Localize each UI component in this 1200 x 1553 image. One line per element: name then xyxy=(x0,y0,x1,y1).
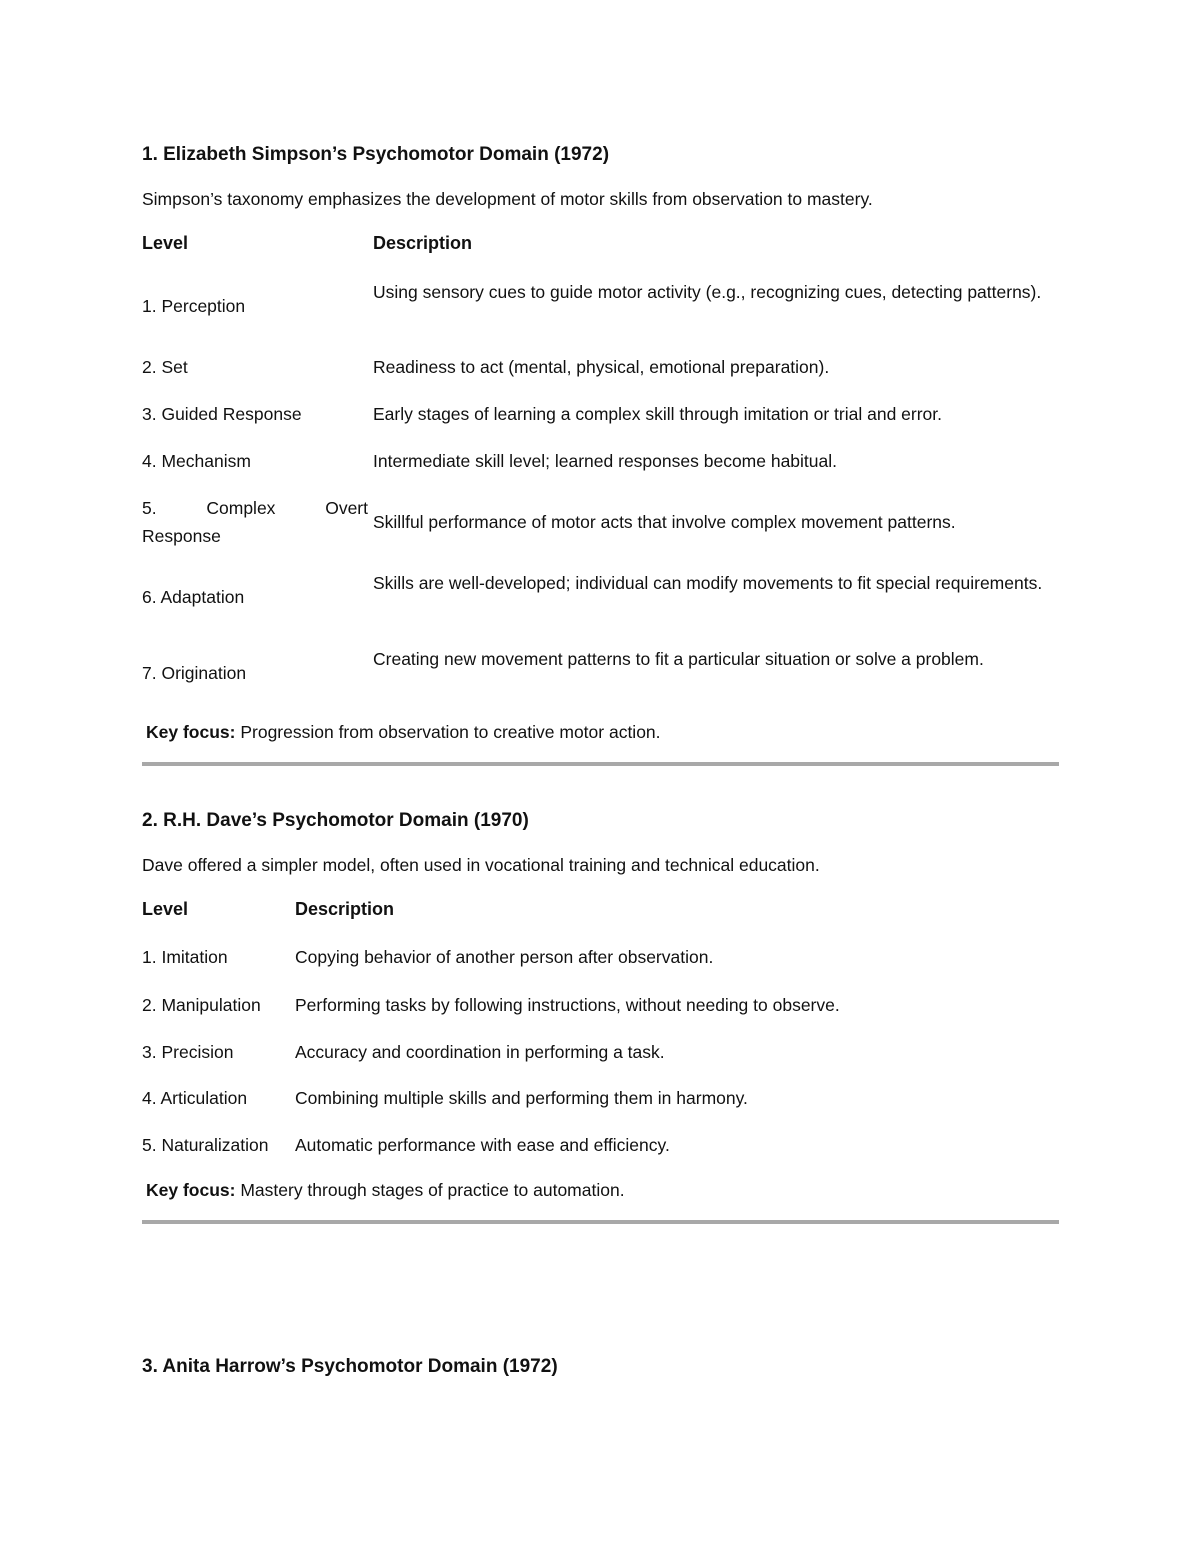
section1-key-focus xyxy=(146,722,661,743)
section2-col-level: Level xyxy=(142,899,189,919)
section1-row5-level-part: 5. xyxy=(142,498,157,518)
section1-row5-level xyxy=(142,494,368,550)
section2-intro: Dave offered a simpler model, often used in vocational training and technical education. xyxy=(142,855,820,875)
section1-col-description: Description xyxy=(373,233,473,253)
section1-heading: 1. Elizabeth Simpson’s Psychomotor Domain (1972) xyxy=(142,144,610,165)
section1-key-focus-text: Progression from observation to creative motor action. xyxy=(235,722,661,742)
section1-row3-description: Early stages of learning a complex skill through imitation or trial and error. xyxy=(373,404,943,424)
section1-row5-level-part: Overt xyxy=(325,498,368,518)
section1-row7-description: Creating new movement patterns to fit a particular situation or solve a problem. xyxy=(373,649,984,669)
section2-row3-level: 3. Precision xyxy=(142,1042,234,1062)
section2-row3-description: Accuracy and coordination in performing a task. xyxy=(295,1042,665,1062)
section2-row1-description: Copying behavior of another person after observation. xyxy=(295,947,714,967)
section2-col-description: Description xyxy=(295,899,395,919)
section-divider xyxy=(142,1220,1059,1224)
section2-row4-description: Combining multiple skills and performing them in harmony. xyxy=(295,1088,748,1108)
section2-row5-description: Automatic performance with ease and efficiency. xyxy=(295,1135,670,1155)
section1-col-level: Level xyxy=(142,233,189,253)
section2-key-focus-text: Mastery through stages of practice to automation. xyxy=(235,1180,625,1200)
section2-row4-level: 4. Articulation xyxy=(142,1088,248,1108)
section1-row6-level: 6. Adaptation xyxy=(142,587,245,607)
section1-row1-description: Using sensory cues to guide motor activity (e.g., recognizing cues, detecting patterns). xyxy=(373,282,1042,302)
section1-row7-level: 7. Origination xyxy=(142,663,247,683)
section1-row6-description: Skills are well-developed; individual can modify movements to fit special requirements. xyxy=(373,573,1043,593)
section2-row1-level: 1. Imitation xyxy=(142,947,228,967)
section1-row4-level: 4. Mechanism xyxy=(142,451,251,471)
section2-row2-level: 2. Manipulation xyxy=(142,995,261,1015)
section1-row2-level: 2. Set xyxy=(142,357,188,377)
section1-intro: Simpson’s taxonomy emphasizes the development of motor skills from observation to mastery. xyxy=(142,189,873,209)
section2-row2-description: Performing tasks by following instructions, without needing to observe. xyxy=(295,995,840,1015)
section3-heading: 3. Anita Harrow’s Psychomotor Domain (1972) xyxy=(142,1356,558,1377)
section1-row2-description: Readiness to act (mental, physical, emotional preparation). xyxy=(373,357,830,377)
section1-row5-description: Skillful performance of motor acts that involve complex movement patterns. xyxy=(373,512,956,532)
section1-row4-description: Intermediate skill level; learned responses become habitual. xyxy=(373,451,838,471)
section1-key-focus-label: Key focus: xyxy=(146,722,236,742)
section2-row5-level: 5. Naturalization xyxy=(142,1135,269,1155)
section1-row3-level: 3. Guided Response xyxy=(142,404,302,424)
section-divider xyxy=(142,762,1059,766)
section1-row5-level-part: Complex xyxy=(206,498,276,518)
section2-key-focus-label: Key focus: xyxy=(146,1180,236,1200)
section2-heading: 2. R.H. Dave’s Psychomotor Domain (1970) xyxy=(142,810,529,831)
section1-row5-level-part: Response xyxy=(142,526,221,546)
section2-key-focus xyxy=(146,1180,625,1201)
section1-row1-level: 1. Perception xyxy=(142,296,246,316)
